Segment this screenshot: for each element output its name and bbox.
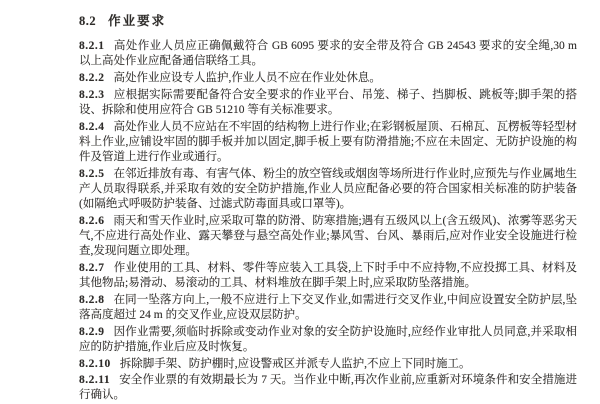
clause-8-2-5: [79, 167, 577, 213]
clause-8-2-7: [79, 261, 577, 291]
clause-text: 作业使用的工具、材料、零件等应装入工具袋,上下时手中不应持物,不应投掷工具、材料及其他物品;易滑动、易滚动的工具、材料堆放在脚手架上时,应采取防坠落措施。: [79, 261, 577, 290]
clause-8-2-2: [79, 71, 577, 86]
clause-text: 在同一坠落方向上,一般不应进行上下交叉作业,如需进行交叉作业,中间应设置安全防护层,坠落高度超过 24 m 的交叉作业,应设双层防护。: [79, 293, 577, 321]
clause-text: 雨天和雪天作业时,应采取可靠的防滑、防寒措施;遇有五级风以上(含五级风)、浓雾等恶劣天气,不应进行高处作业、露天攀登与悬空高处作业;暴风雪、台风、暴雨后,应对作业安全设施进行检查,发现问题立即处理。: [79, 214, 577, 258]
clause-8-2-11: [79, 373, 577, 403]
clause-text: 应根据实际需要配备符合安全要求的作业平台、吊笼、梯子、挡脚板、跳板等;脚手架的搭设、拆除和使用应符合 GB 51210 等有关标准要求。: [79, 88, 577, 116]
section-number: 8.2: [79, 14, 97, 28]
clause-number: 8.2.4: [79, 120, 105, 133]
clause-8-2-3: [79, 88, 577, 118]
clause-number: 8.2.1: [79, 40, 105, 52]
clause-8-2-4: [79, 120, 577, 166]
clause-text: 在邻近排放有毒、有害气体、粉尘的放空管线或烟囱等场所进行作业时,应预先与作业属地生产人员取得联系,并采取有效的安全防护措施,作业人员应配备必要的符合国家相关标准的防护装备(如隔绝式呼吸防护装备、过滤式防毒面具或口罩等)。: [79, 167, 577, 211]
clause-number: 8.2.8: [79, 293, 105, 306]
section-heading: [79, 13, 577, 29]
clause-number: 8.2.5: [79, 167, 105, 180]
clause-text: 高处作业应设专人监护,作业人员不应在作业处休息。: [113, 71, 381, 84]
clause-number: 8.2.7: [79, 261, 105, 274]
clause-number: 8.2.11: [79, 374, 111, 387]
clause-text: 因作业需要,须临时拆除或变动作业对象的安全防护设施时,应经作业审批人员同意,并采取相应的防护措施,作业后应及时恢复。: [79, 325, 577, 353]
clause-8-2-1: [79, 39, 577, 69]
section-title: 作业要求: [108, 14, 167, 28]
clause-number: 8.2.9: [79, 325, 105, 338]
clause-8-2-6: [79, 214, 577, 260]
clause-text: 高处作业人员不应站在不牢固的结构物上进行作业;在彩钢板屋顶、石棉瓦、瓦楞板等轻型材料上作业,应铺设牢固的脚手板并加以固定,脚手板上要有防滑措施;不应在未固定、无防护设施的构件及管道上进行作业或通行。: [79, 120, 577, 163]
clause-8-2-10: [79, 357, 577, 372]
clause-number: 8.2.2: [79, 71, 105, 84]
clause-8-2-9: [79, 325, 577, 355]
clause-number: 8.2.10: [79, 357, 111, 370]
clause-8-2-8: [79, 293, 577, 323]
clause-text: 高处作业人员应正确佩戴符合 GB 6095 要求的安全带及符合 GB 24543 要求的安全绳,30 m 以上高处作业应配备通信联络工具。: [79, 40, 577, 68]
clause-number: 8.2.3: [79, 88, 105, 101]
clause-text: 拆除脚手架、防护棚时,应设警戒区并派专人监护,不应上下同时施工。: [119, 357, 471, 370]
clause-number: 8.2.6: [79, 214, 105, 227]
clause-text: 安全作业票的有效期最长为 7 天。当作业中断,再次作业前,应重新对环境条件和安全措施进行确认。: [79, 374, 577, 402]
